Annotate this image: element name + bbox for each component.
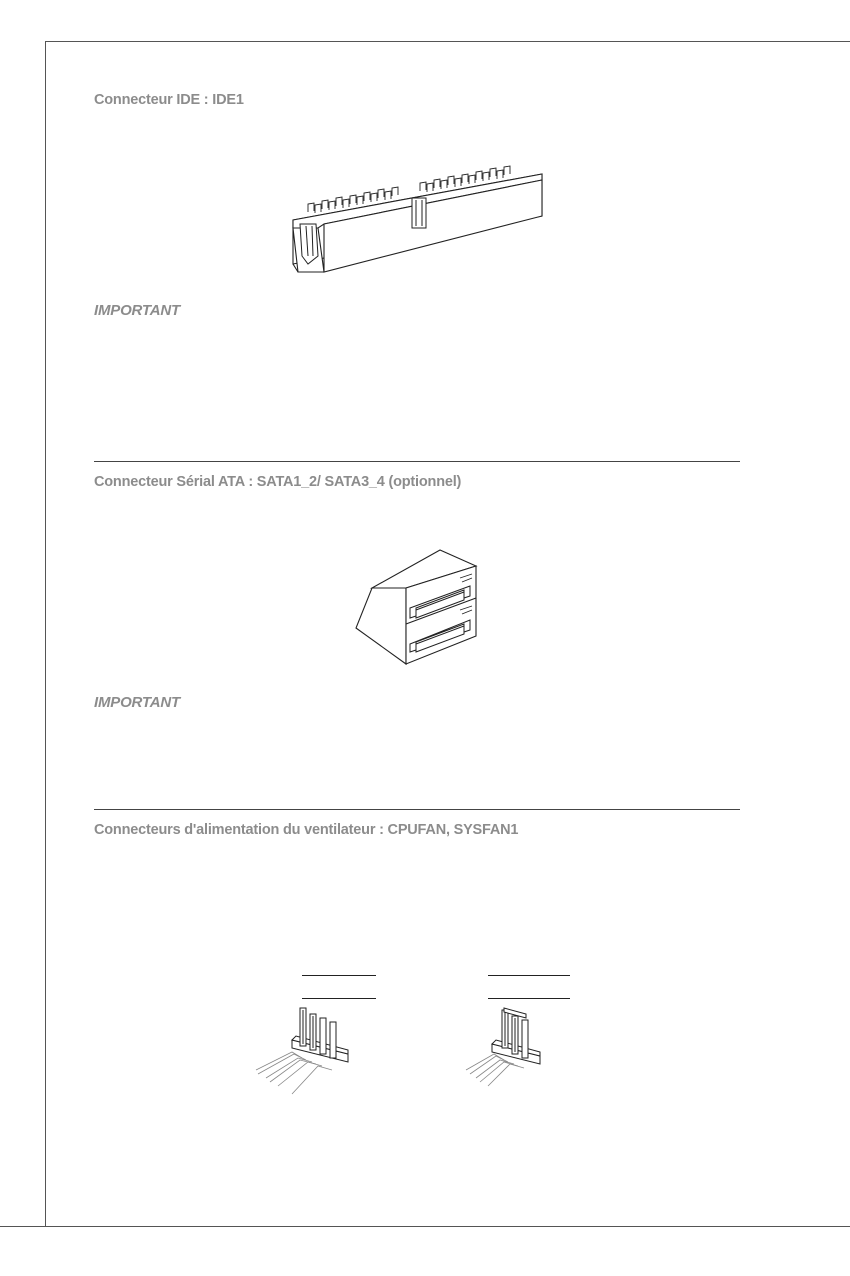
- ide-connector-illustration: [288, 168, 548, 278]
- sysfan-label-line-bottom: [488, 998, 570, 999]
- section-divider: [94, 809, 740, 810]
- cpufan-label-line-top: [302, 975, 376, 976]
- cpufan-label-line-bottom: [302, 998, 376, 999]
- page-frame-top: [45, 41, 850, 42]
- section-divider: [94, 461, 740, 462]
- sata-connector-illustration: [352, 546, 482, 670]
- cpufan-connector-illustration: [252, 1004, 352, 1100]
- sysfan-label-line-top: [488, 975, 570, 976]
- sata-important-label: IMPORTANT: [94, 694, 180, 711]
- sysfan-connector-illustration: [464, 1004, 554, 1100]
- fan-heading: Connecteurs d'alimentation du ventilateur : CPUFAN, SYSFAN1: [94, 822, 519, 838]
- page-frame-left: [45, 41, 46, 1226]
- ide-important-label: IMPORTANT: [94, 302, 180, 319]
- page-frame-bottom: [0, 1226, 850, 1227]
- sata-heading: Connecteur Sérial ATA : SATA1_2/ SATA3_4 (optionnel): [94, 474, 462, 490]
- ide-heading: Connecteur IDE : IDE1: [94, 92, 244, 108]
